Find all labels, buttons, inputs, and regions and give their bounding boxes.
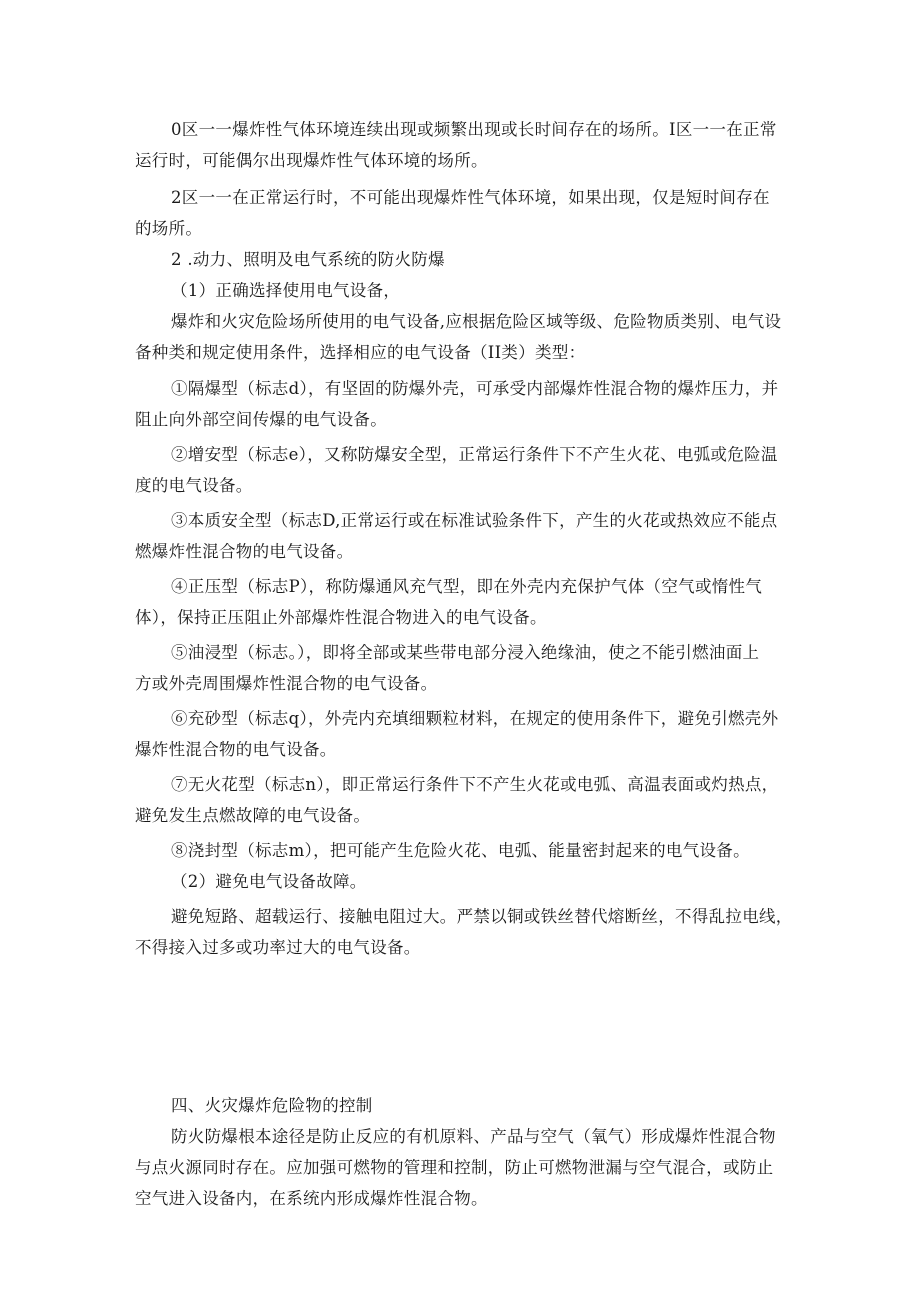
type-8-line: ⑧浇封型（标志m），把可能产生危险火花、电弧、能量密封起来的电气设备。: [171, 841, 750, 860]
subsection-2: [135, 866, 795, 963]
subsection-2-body-line: 不得接入过多或功率过大的电气设备。: [135, 938, 421, 957]
subsection-1-title: （1）正确选择使用电气设备，: [171, 281, 401, 300]
section-4-body-line: 防火防爆根本途径是防止反应的有机原料、产品与空气（氧气）形成爆炸性混合物: [171, 1127, 776, 1146]
type-3-line: ③本质安全型（标志D,正常运行或在标准试验条件下，产生的火花或热效应不能点: [171, 511, 778, 530]
section-4-body-line: 与点火源同时存在。应加强可燃物的管理和控制，防止可燃物泄漏与空气混合，或防止: [135, 1158, 774, 1177]
type-1-line: ①隔爆型（标志d），有坚固的防爆外壳，可承受内部爆炸性混合物的爆炸压力，并: [171, 379, 779, 398]
type-4-line: ④正压型（标志P），称防爆通风充气型，即在外壳内充保护气体（空气或惰性气: [171, 577, 763, 596]
type-7-line: 避免发生点燃故障的电气设备。: [135, 806, 371, 825]
subsection-1-intro-line: 爆炸和火灾危险场所使用的电气设备,应根据危险区域等级、危险物质类别、电气设: [171, 312, 782, 331]
section-4: [135, 1090, 795, 1214]
type-5-line: ⑤油浸型（标志。），即将全部或某些带电部分浸入绝缘油，使之不能引燃油面上: [171, 643, 760, 662]
section-2-title: 2 .动力、照明及电气系统的防火防爆: [171, 250, 445, 269]
type-7-line: ⑦无火花型（标志n），即正常运行条件下不产生火花或电弧、高温表面或灼热点，: [171, 775, 779, 794]
subsection-2-title: （2）避免电气设备故障。: [171, 872, 367, 891]
type-6-line: ⑥充砂型（标志q），外壳内充填细颗粒材料，在规定的使用条件下，避免引燃壳外: [171, 709, 779, 728]
subsection-1-intro-line: 备种类和规定使用条件，选择相应的电气设备（II类）类型：: [135, 343, 586, 362]
zone-2-text: 2区一一在正常运行时，不可能出现爆炸性气体环境，如果出现，仅是短时间存在: [171, 188, 770, 207]
zone-0-1-text: 0区一一爆炸性气体环境连续出现或频繁出现或长时间存在的场所。I区一一在正常: [171, 120, 777, 139]
type-6-line: 爆炸性混合物的电气设备。: [135, 740, 337, 759]
type-1-line: 阻止向外部空间传爆的电气设备。: [135, 410, 387, 429]
section-2: [135, 244, 795, 368]
subsection-2-body-line: 避免短路、超载运行、接触电阻过大。严禁以铜或铁丝替代熔断丝，不得乱拉电线，: [171, 907, 793, 926]
zone-1-text-cont: 运行时，可能偶尔出现爆炸性气体环境的场所。: [135, 151, 488, 170]
zone-definitions: [135, 114, 795, 244]
zone-2-text-cont: 的场所。: [135, 219, 203, 238]
type-2-line: 度的电气设备。: [135, 476, 253, 495]
type-4-line: 体），保持正压阻止外部爆炸性混合物进入的电气设备。: [135, 608, 547, 627]
type-2-line: ②增安型（标志e），又称防爆安全型，正常运行条件下不产生火花、电弧或危险温: [171, 445, 778, 464]
section-4-heading: 四、火灾爆炸危险物的控制: [171, 1096, 373, 1115]
section-4-body-line: 空气进入设备内，在系统内形成爆炸性混合物。: [135, 1189, 488, 1208]
equipment-types: [135, 373, 795, 866]
type-5-line: 方或外壳周围爆炸性混合物的电气设备。: [135, 674, 438, 693]
type-3-line: 燃爆炸性混合物的电气设备。: [135, 542, 354, 561]
